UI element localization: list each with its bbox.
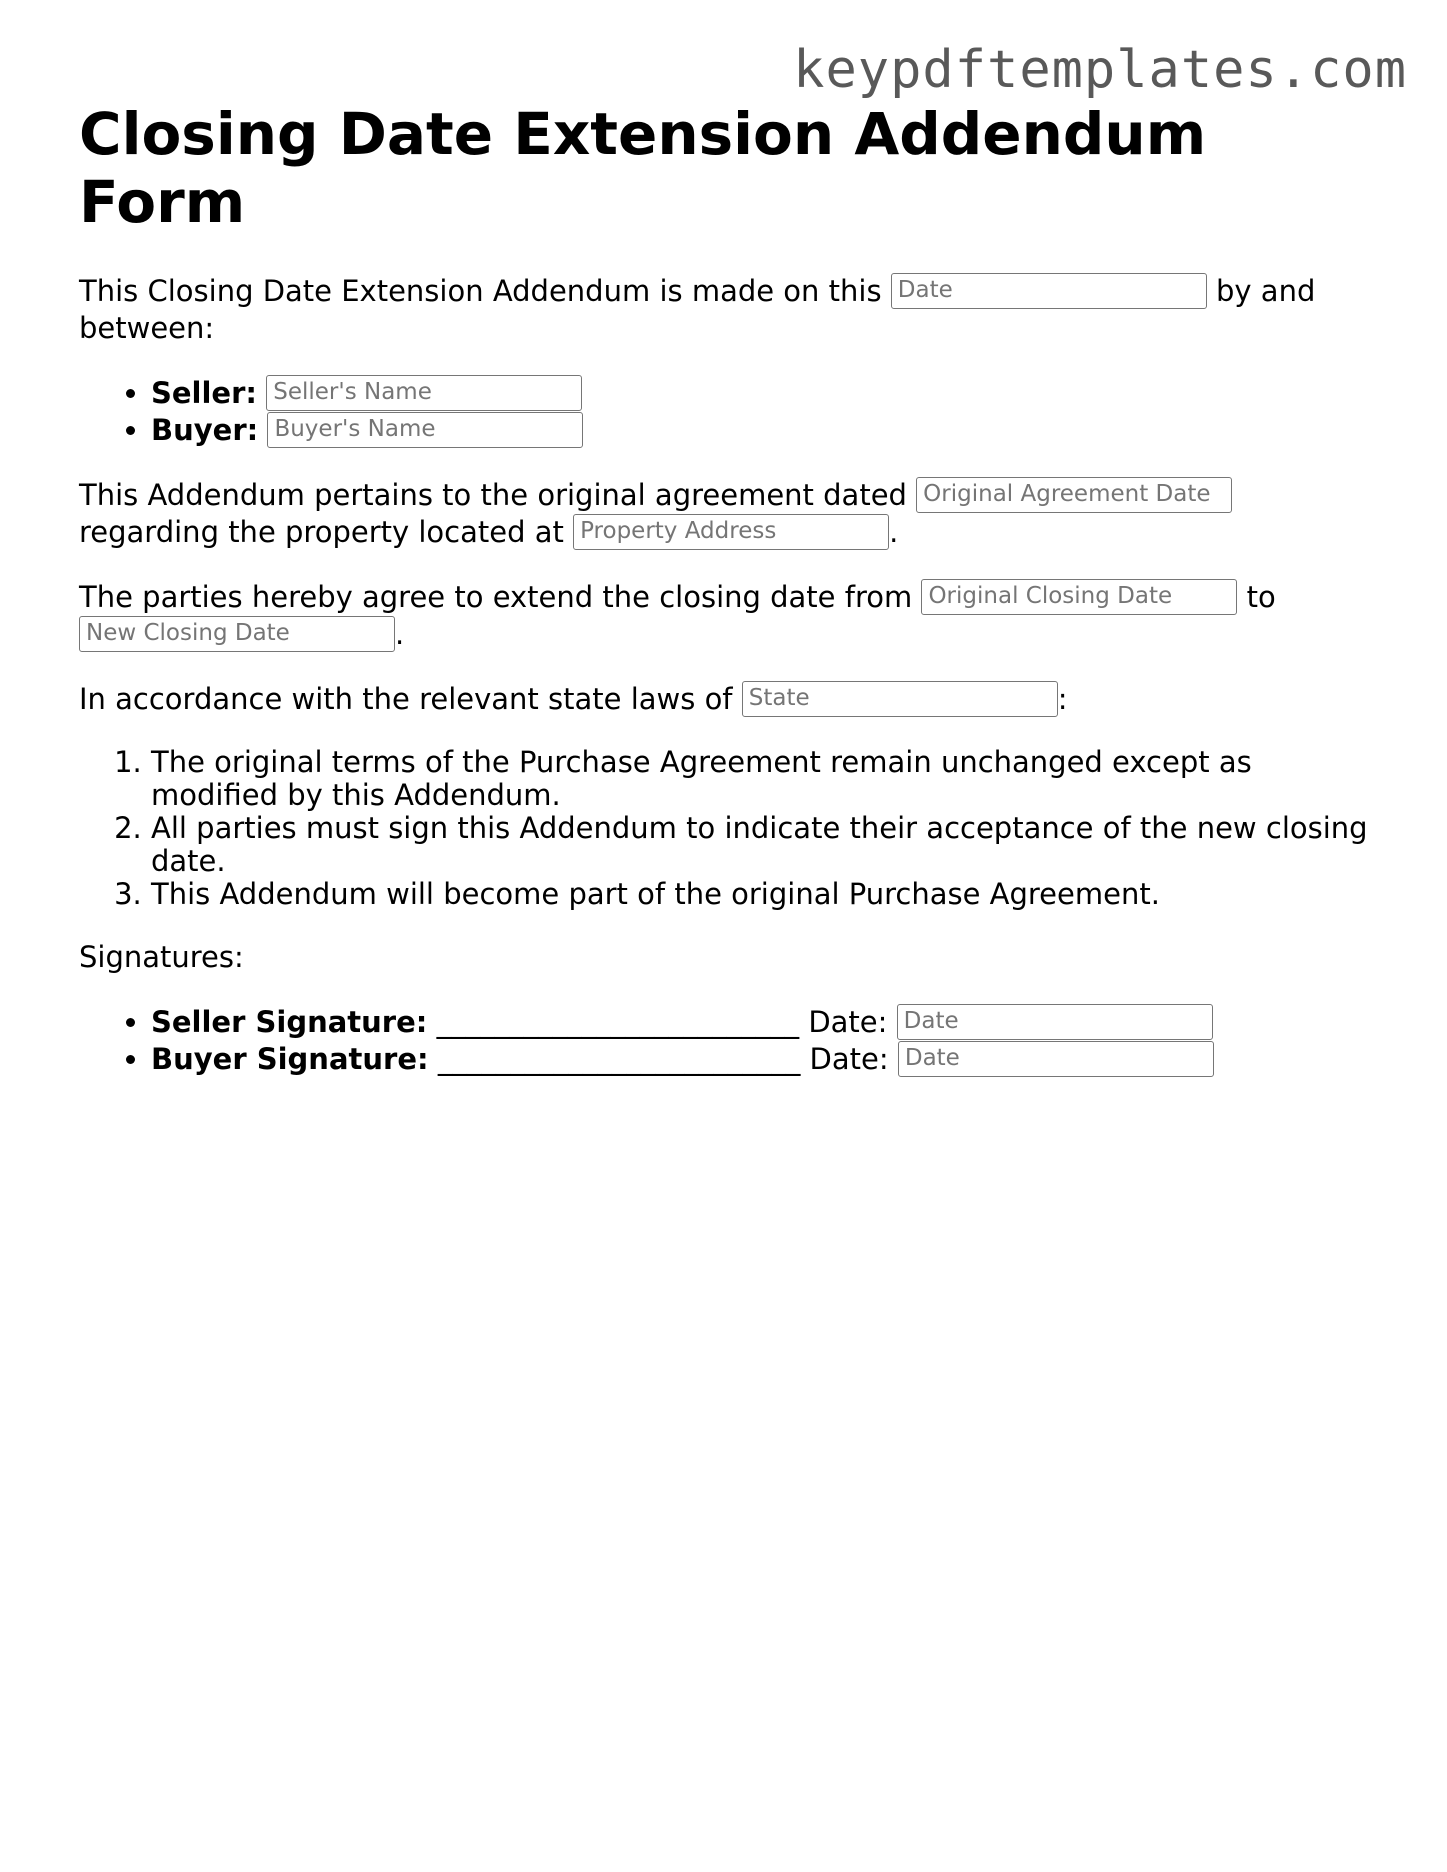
buyer-name-field[interactable]: Buyer's Name: [267, 412, 583, 448]
parties-list: [79, 375, 1369, 449]
list-item: [151, 412, 1369, 449]
seller-signature-label: Seller Signature:: [151, 1005, 428, 1039]
buyer-label: Buyer:: [151, 413, 259, 447]
page-title: Closing Date Extension Addendum Form: [79, 100, 1207, 236]
new-closing-date-field[interactable]: New Closing Date: [79, 616, 395, 652]
list-item: [151, 375, 1369, 412]
list-item: 3. This Addendum will become part of the original Purchase Agreement.: [151, 878, 1369, 911]
list-item: 2. All parties must sign this Addendum to indicate their acceptance of the new closing date.: [151, 812, 1369, 878]
agreement-paragraph: [79, 477, 1369, 551]
intro-text-before: This Closing Date Extension Addendum is made on this: [79, 274, 882, 308]
buyer-date-label: Date:: [809, 1042, 889, 1076]
terms-list: [79, 746, 1369, 911]
seller-date-label: Date:: [808, 1005, 888, 1039]
agreement-text-end: .: [889, 515, 899, 549]
original-agreement-date-field[interactable]: Original Agreement Date: [916, 477, 1232, 513]
extension-text-middle: to: [1246, 580, 1276, 614]
buyer-signature-line[interactable]: _________________________: [437, 1042, 801, 1076]
buyer-signature-label: Buyer Signature:: [151, 1042, 429, 1076]
list-item: [151, 1004, 1369, 1041]
addendum-date-field[interactable]: Date: [891, 273, 1207, 309]
state-text-before: In accordance with the relevant state laws of: [79, 682, 733, 716]
state-field[interactable]: State: [742, 681, 1058, 717]
agreement-text-middle: regarding the property located at: [79, 515, 564, 549]
seller-name-field[interactable]: Seller's Name: [266, 375, 582, 411]
buyer-signature-date-field[interactable]: Date: [898, 1041, 1214, 1077]
document-body: [79, 100, 1369, 1106]
intro-text-after: by and between:: [79, 274, 1316, 345]
seller-signature-date-field[interactable]: Date: [897, 1004, 1213, 1040]
signatures-list: [79, 1004, 1369, 1078]
seller-label: Seller:: [151, 376, 258, 410]
extension-text-before: The parties hereby agree to extend the closing date from: [79, 580, 913, 614]
list-item: 1. The original terms of the Purchase Agreement remain unchanged except as modified by this Addendum.: [151, 746, 1369, 812]
signatures-heading: Signatures:: [79, 940, 244, 974]
seller-signature-line[interactable]: _________________________: [436, 1005, 800, 1039]
state-paragraph: [79, 681, 1369, 718]
property-address-field[interactable]: Property Address: [573, 514, 889, 550]
intro-paragraph: [79, 273, 1369, 347]
agreement-text-before: This Addendum pertains to the original agreement dated: [79, 478, 907, 512]
watermark: keypdftemplates.com: [793, 40, 1407, 100]
state-text-end: :: [1057, 682, 1068, 716]
list-item: [151, 1041, 1369, 1078]
original-closing-date-field[interactable]: Original Closing Date: [921, 579, 1237, 615]
extension-paragraph: [79, 579, 1369, 653]
extension-text-end: .: [395, 617, 405, 651]
